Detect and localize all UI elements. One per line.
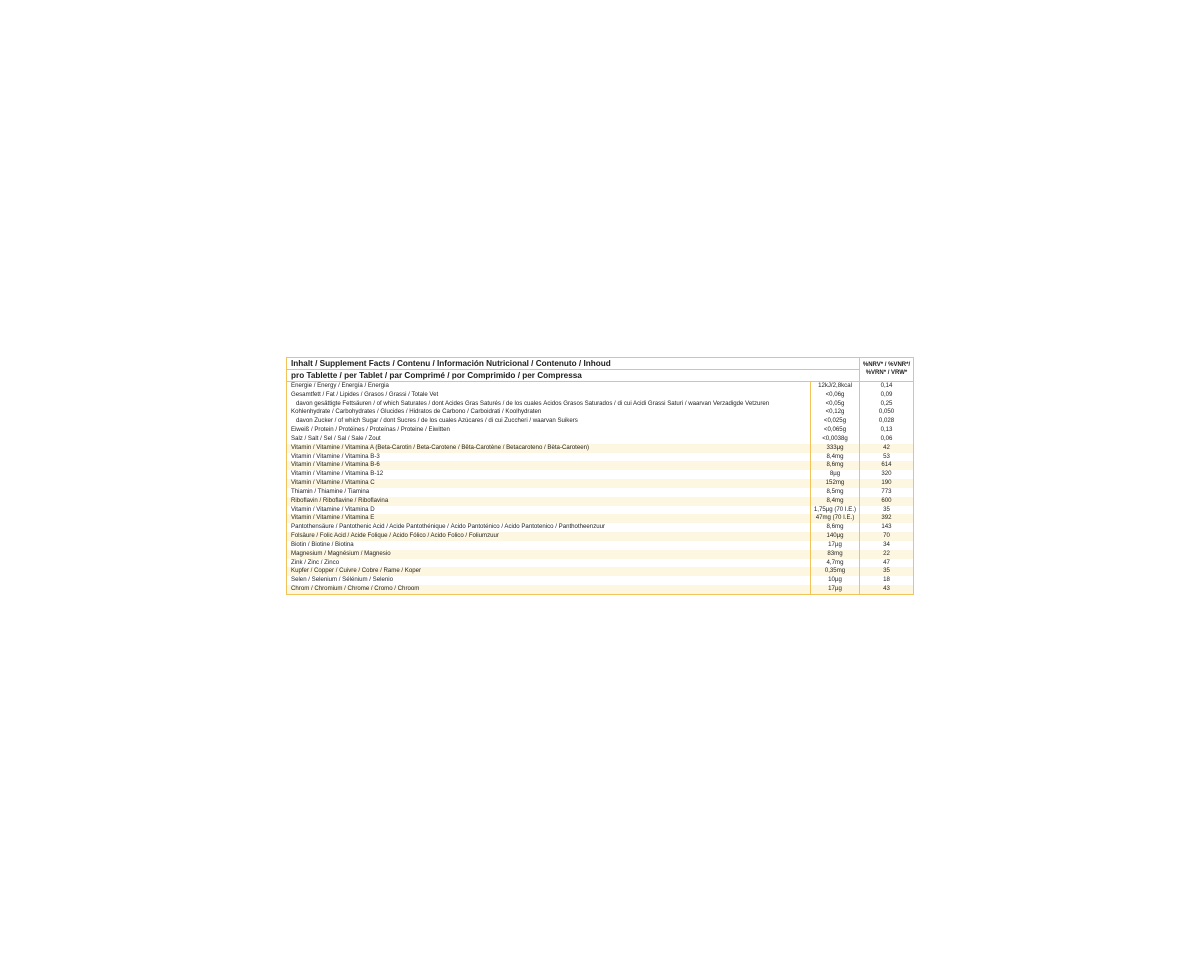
nutrient-nrv: 0,13 <box>880 426 893 434</box>
table-header <box>287 358 913 382</box>
nutrient-amount: 17µg <box>811 541 860 550</box>
table-row <box>287 541 913 550</box>
nutrient-name: Kupfer / Copper / Cuivre / Cobre / Rame / Koper <box>287 567 811 576</box>
nutrient-nrv: 0,06 <box>880 434 893 442</box>
table-row <box>287 461 913 470</box>
nutrient-name: Biotin / Biotine / Biotina <box>287 541 811 550</box>
nutrient-name: Gesamtfett / Fat / Lipides / Grasos / Grassi / Totale Vet <box>287 391 811 400</box>
nutrient-nrv: 43 <box>883 585 890 593</box>
nutrient-nrv: 53 <box>883 452 890 460</box>
table-title: Inhalt / Supplement Facts / Contenu / Información Nutricional / Contenuto / Inhoud <box>287 358 859 370</box>
nutrient-amount: 8,6mg <box>811 461 860 470</box>
nutrient-nrv: 614 <box>881 461 892 469</box>
table-row <box>287 506 913 515</box>
table-row <box>287 453 913 462</box>
nutrient-nrv: 70 <box>883 532 890 540</box>
table-header-left <box>287 358 860 381</box>
nutrient-amount: 12kJ/2,8kcal <box>811 382 860 391</box>
nrv-header-line1: %NRV* / %VNR*/ <box>862 362 911 368</box>
nutrient-name: Salz / Salt / Sel / Sal / Sale / Zout <box>287 435 811 444</box>
nutrient-name: Zink / Zinc / Zinco <box>287 559 811 568</box>
table-row <box>287 408 913 417</box>
nutrient-amount: 47mg (70 I.E.) <box>811 514 860 523</box>
nutrient-nrv: 34 <box>883 540 890 548</box>
nutrient-name: Vitamin / Vitamine / Vitamina C <box>287 479 811 488</box>
table-row <box>287 470 913 479</box>
nutrient-name: Folsäure / Folic Acid / Acide Folique / Ácido Fólico / Acido Folico / Foliumzuur <box>287 532 811 541</box>
table-row <box>287 497 913 506</box>
nutrient-nrv: 22 <box>883 549 890 557</box>
nutrient-nrv: 190 <box>881 479 892 487</box>
table-row <box>287 479 913 488</box>
nutrient-amount: 140µg <box>811 532 860 541</box>
nutrient-name: Vitamin / Vitamine / Vitamina B-12 <box>287 470 811 479</box>
nutrient-amount: 0,35mg <box>811 567 860 576</box>
nutrient-amount: <0,06g <box>811 391 860 400</box>
table-row <box>287 550 913 559</box>
nutrient-nrv: 47 <box>883 558 890 566</box>
nutrient-name: Vitamin / Vitamine / Vitamina B-6 <box>287 461 811 470</box>
nutrient-amount: <0,0038g <box>811 435 860 444</box>
table-row <box>287 559 913 568</box>
nutrient-nrv: 320 <box>881 470 892 478</box>
nutrient-nrv: 42 <box>883 443 890 451</box>
nutrient-amount: <0,05g <box>811 400 860 409</box>
nutrient-nrv: 0,25 <box>880 399 893 407</box>
nutrient-name: Kohlenhydrate / Carbohydrates / Glucides / Hidratos de Carbono / Carboidrati / Koolhydraten <box>287 408 811 417</box>
nutrient-nrv: 0,050 <box>878 408 895 416</box>
nutrient-nrv: 0,09 <box>880 390 893 398</box>
table-row <box>287 435 913 444</box>
nutrient-amount: 8,6mg <box>811 523 860 532</box>
table-row <box>287 576 913 585</box>
nutrient-name: Energie / Energy / Energía / Energia <box>287 382 811 391</box>
nutrient-nrv: 392 <box>881 514 892 522</box>
supplement-facts-table <box>286 357 914 595</box>
nutrient-amount: <0,025g <box>811 417 860 426</box>
nutrient-name: Eiweiß / Protein / Protéines / Proteínas / Proteine / Eiwitten <box>287 426 811 435</box>
table-row <box>287 382 913 391</box>
nutrient-nrv: 0,14 <box>880 382 893 389</box>
nutrient-amount: 8µg <box>811 470 860 479</box>
nutrient-name: Riboflavin / Riboflavine / Riboflavina <box>287 497 811 506</box>
table-row <box>287 426 913 435</box>
nutrient-amount: 8,4mg <box>811 453 860 462</box>
table-row <box>287 400 913 409</box>
table-subtitle: pro Tablette / per Tablet / par Comprimé / por Comprimido / per Compressa <box>291 371 582 380</box>
nutrient-nrv: 35 <box>883 505 890 513</box>
nutrient-name: Thiamin / Thiamine / Tiamina <box>287 488 811 497</box>
nutrient-name: Magnesium / Magnésium / Magnesio <box>287 550 811 559</box>
nutrient-name: davon Zucker / of which Sugar / dont Sucres / de los cuales Azúcares / di cui Zuccheri / waarvan Suikers <box>287 417 811 426</box>
nutrient-amount: 83mg <box>811 550 860 559</box>
table-body <box>287 382 913 594</box>
nutrient-amount: 152mg <box>811 479 860 488</box>
nutrient-name: Pantothensäure / Pantothenic Acid / Acide Pantothénique / Ácido Pantoténico / Acido Pantotenico / Panthotheenzuur <box>287 523 811 532</box>
table-row <box>287 532 913 541</box>
nutrient-name: davon gesättigte Fettsäuren / of which Saturates / dont Acides Gras Saturés / de los cuales Ácidos Grasos Saturados / di cui Acidi Grassi Saturi / waarvan Verzadigde Vetzuren <box>287 400 811 409</box>
table-row <box>287 523 913 532</box>
nutrient-nrv: 35 <box>883 567 890 575</box>
table-row <box>287 514 913 523</box>
nutrient-amount: 1,75µg (70 I.E.) <box>811 506 860 515</box>
table-row <box>287 585 913 594</box>
nutrient-amount: <0,12g <box>811 408 860 417</box>
nutrient-amount: 17µg <box>811 585 860 594</box>
nrv-header-line2: %VRN* / VRW* <box>865 370 908 376</box>
nutrient-nrv: 18 <box>883 576 890 584</box>
nutrient-name: Vitamin / Vitamine / Vitamina B-3 <box>287 453 811 462</box>
nutrient-nrv: 143 <box>881 523 892 531</box>
nutrient-nrv: 773 <box>881 487 892 495</box>
table-row <box>287 488 913 497</box>
nrv-column-header <box>860 358 913 381</box>
nutrient-amount: 10µg <box>811 576 860 585</box>
nutrient-amount: 4,7mg <box>811 559 860 568</box>
nutrient-nrv: 0,028 <box>878 417 895 425</box>
nutrient-name: Chrom / Chromium / Chrome / Cromo / Chroom <box>287 585 811 594</box>
nutrient-name: Vitamin / Vitamine / Vitamina D <box>287 506 811 515</box>
nutrient-amount: 8,5mg <box>811 488 860 497</box>
nutrient-name: Selen / Selenium / Sélénium / Selenio <box>287 576 811 585</box>
nutrient-name: Vitamin / Vitamine / Vitamina A (Beta-Carotin / Beta-Carotene / Bêta-Carotène / Betacaroteno / Bèta-Caroteen) <box>287 444 811 453</box>
nutrient-amount: <0,065g <box>811 426 860 435</box>
nutrient-name: Vitamin / Vitamine / Vitamina E <box>287 514 811 523</box>
nutrient-nrv: 600 <box>881 496 892 504</box>
table-row <box>287 417 913 426</box>
table-row <box>287 391 913 400</box>
table-row <box>287 444 913 453</box>
nutrient-amount: 333µg <box>811 444 860 453</box>
nutrient-amount: 8,4mg <box>811 497 860 506</box>
table-row <box>287 567 913 576</box>
